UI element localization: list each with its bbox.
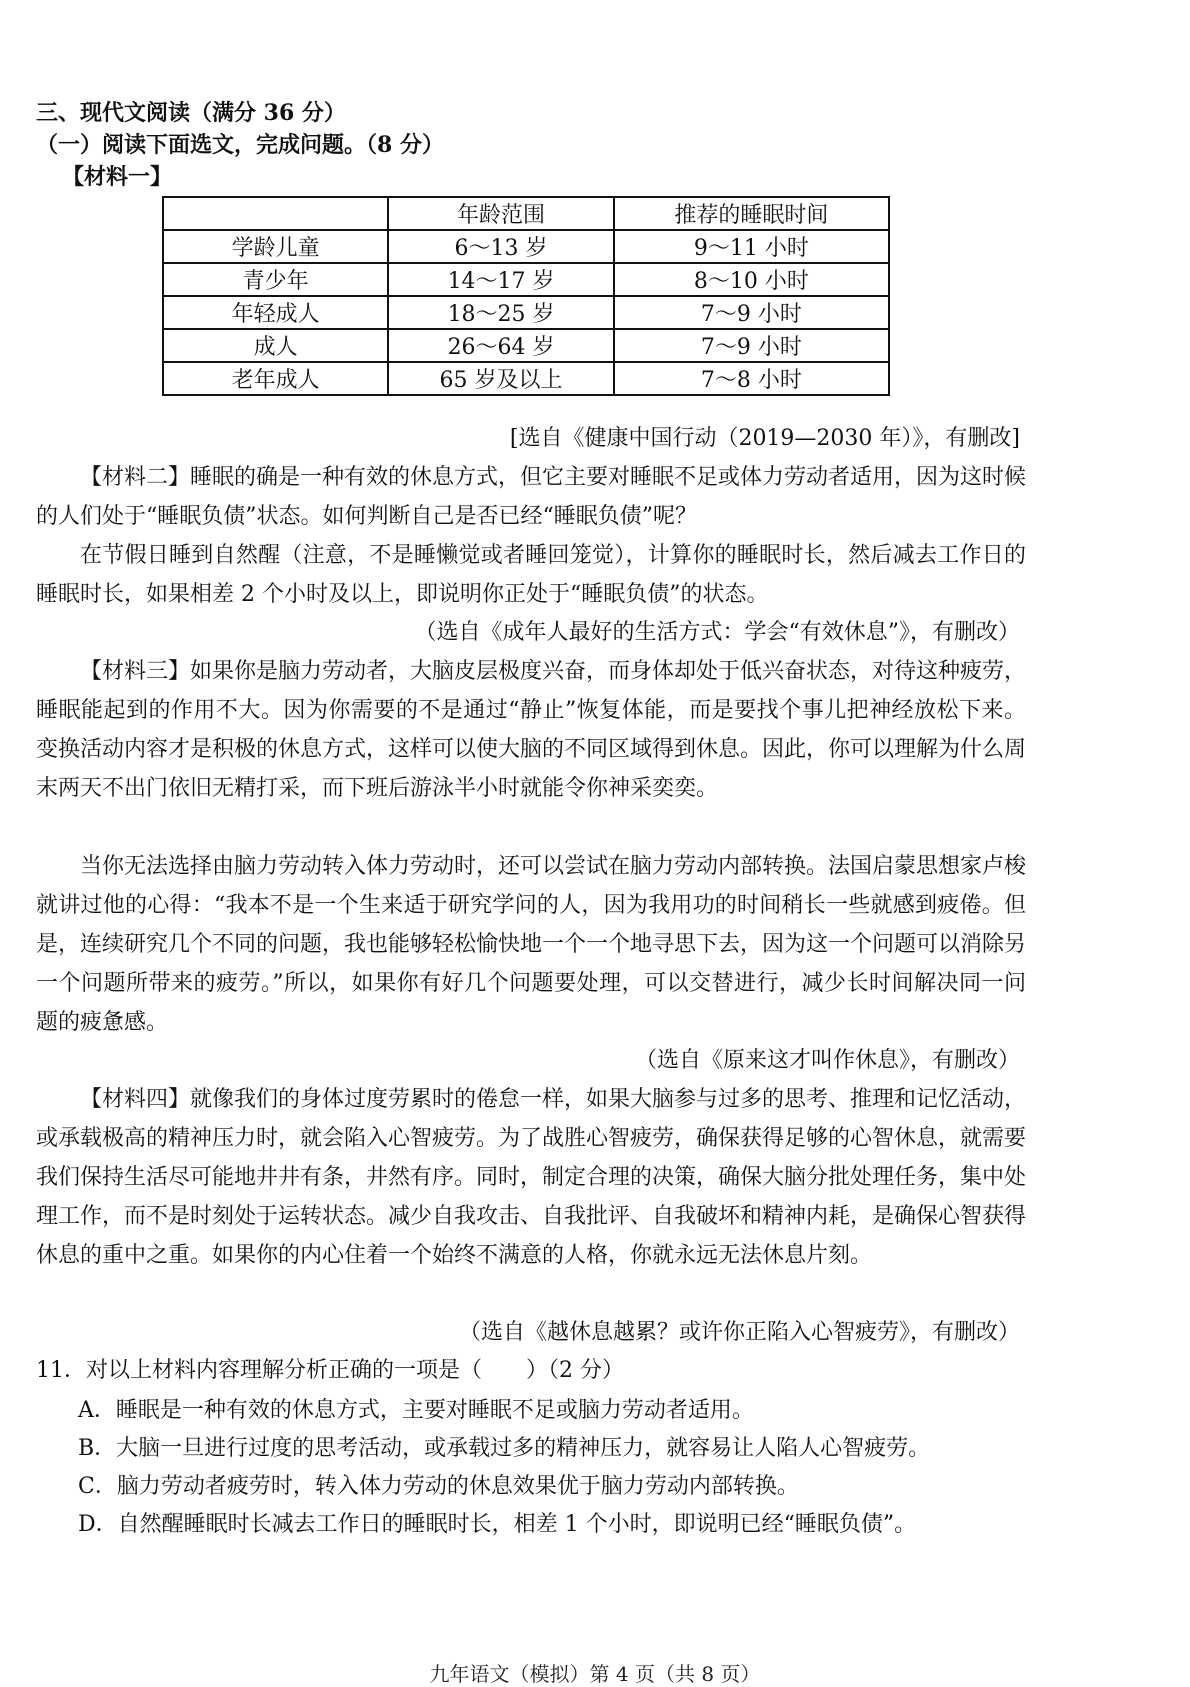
question-stem: 11．对以上材料内容理解分析正确的一项是（ ）（2 分） xyxy=(36,1358,624,1383)
option-a: A．睡眠是一种有效的休息方式，主要对睡眠不足或脑力劳动者适用。 xyxy=(78,1398,754,1423)
table-cell: 7～8 小时 xyxy=(614,362,889,395)
table-row xyxy=(163,230,889,263)
table-cell: 青少年 xyxy=(163,263,388,296)
table-cell: 14～17 岁 xyxy=(388,263,613,296)
table-row xyxy=(163,329,889,362)
table-row xyxy=(163,263,889,296)
table-cell: 18～25 岁 xyxy=(388,296,613,329)
table-cell: 7～9 小时 xyxy=(614,296,889,329)
material4-source: （选自《越休息越累？或许你正陷入心智疲劳》，有删改） xyxy=(458,1320,1020,1345)
section-heading: 三、现代文阅读（满分 36 分） xyxy=(36,100,346,126)
table-header-row xyxy=(163,197,889,230)
table-cell: 老年成人 xyxy=(163,362,388,395)
table-cell: 7～9 小时 xyxy=(614,329,889,362)
table-cell: 65 岁及以上 xyxy=(388,362,613,395)
part-heading: （一）阅读下面选文，完成问题。（8 分） xyxy=(36,132,444,158)
option-c: C．脑力劳动者疲劳时，转入体力劳动的休息效果优于脑力劳动内部转换。 xyxy=(78,1474,799,1499)
table-header-cell xyxy=(163,197,388,230)
material3-paragraph-2: 当你无法选择由脑力劳动转入体力劳动时，还可以尝试在脑力劳动内部转换。法国启蒙思想家卢梭就讲过他的心得：“我本不是一个生来适于研究学问的人，因为我用功的时间稍长一些就感到疲倦。但是，连续研究几个不同的问题，我也能够轻松愉快地一个一个地寻思下去，因为这一个问题可以消除另一个问题所带来的疲劳。”所以，如果你有好几个问题要处理，可以交替进行，减少长时间解决同一问题的疲惫感。 xyxy=(36,854,1027,1035)
material3-paragraph-1: 【材料三】如果你是脑力劳动者，大脑皮层极度兴奋，而身体却处于低兴奋状态，对待这种疲劳，睡眠能起到的作用不大。因为你需要的不是通过“静止”恢复体能，而是要找个事儿把神经放松下来。变换活动内容才是积极的休息方式，这样可以使大脑的不同区域得到休息。因此，你可以理解为什么周末两天不出门依旧无精打采，而下班后游泳半小时就能令你神采奕奕。 xyxy=(36,659,1027,801)
table-header-cell: 年龄范围 xyxy=(388,197,613,230)
table-cell: 8～10 小时 xyxy=(614,263,889,296)
material1-label: 【材料一】 xyxy=(62,164,173,190)
table-cell: 26～64 岁 xyxy=(388,329,613,362)
material1-source: [选自《健康中国行动（2019—2030 年）》，有删改] xyxy=(509,426,1020,451)
sleep-table xyxy=(162,196,890,396)
table-cell: 9～11 小时 xyxy=(614,230,889,263)
table-cell: 学龄儿童 xyxy=(163,230,388,263)
table-row xyxy=(163,296,889,329)
material2-paragraph-1: 【材料二】睡眠的确是一种有效的休息方式，但它主要对睡眠不足或体力劳动者适用，因为这时候的人们处于“睡眠负债”状态。如何判断自己是否已经“睡眠负债”呢？ xyxy=(36,465,1027,529)
option-d: D．自然醒睡眠时长减去工作日的睡眠时长，相差 1 个小时，即说明已经“睡眠负债”。 xyxy=(78,1512,917,1537)
page-footer: 九年语文（模拟）第 4 页（共 8 页） xyxy=(429,1662,761,1686)
material4-paragraph-1: 【材料四】就像我们的身体过度劳累时的倦怠一样，如果大脑参与过多的思考、推理和记忆活动，或承载极高的精神压力时，就会陷入心智疲劳。为了战胜心智疲劳，确保获得足够的心智休息，就需要我们保持生活尽可能地井井有条，井然有序。同时，制定合理的决策，确保大脑分批处理任务，集中处理工作，而不是时刻处于运转状态。减少自我攻击、自我批评、自我破坏和精神内耗，是确保心智获得休息的重中之重。如果你的内心住着一个始终不满意的人格，你就永远无法休息片刻。 xyxy=(36,1087,1027,1268)
table-cell: 年轻成人 xyxy=(163,296,388,329)
option-b: B．大脑一旦进行过度的思考活动，或承载过多的精神压力，就容易让人陷人心智疲劳。 xyxy=(78,1436,931,1461)
table-header-cell: 推荐的睡眠时间 xyxy=(614,197,889,230)
table-cell: 6～13 岁 xyxy=(388,230,613,263)
table-row xyxy=(163,362,889,395)
material3-source: （选自《原来这才叫作休息》，有删改） xyxy=(634,1048,1020,1073)
material2-source: （选自《成年人最好的生活方式：学会“有效休息”》，有删改） xyxy=(414,620,1020,645)
material2-paragraph-2: 在节假日睡到自然醒（注意，不是睡懒觉或者睡回笼觉），计算你的睡眠时长，然后减去工作日的睡眠时长，如果相差 2 个小时及以上，即说明你正处于“睡眠负债”的状态。 xyxy=(36,543,1026,607)
table-cell: 成人 xyxy=(163,329,388,362)
